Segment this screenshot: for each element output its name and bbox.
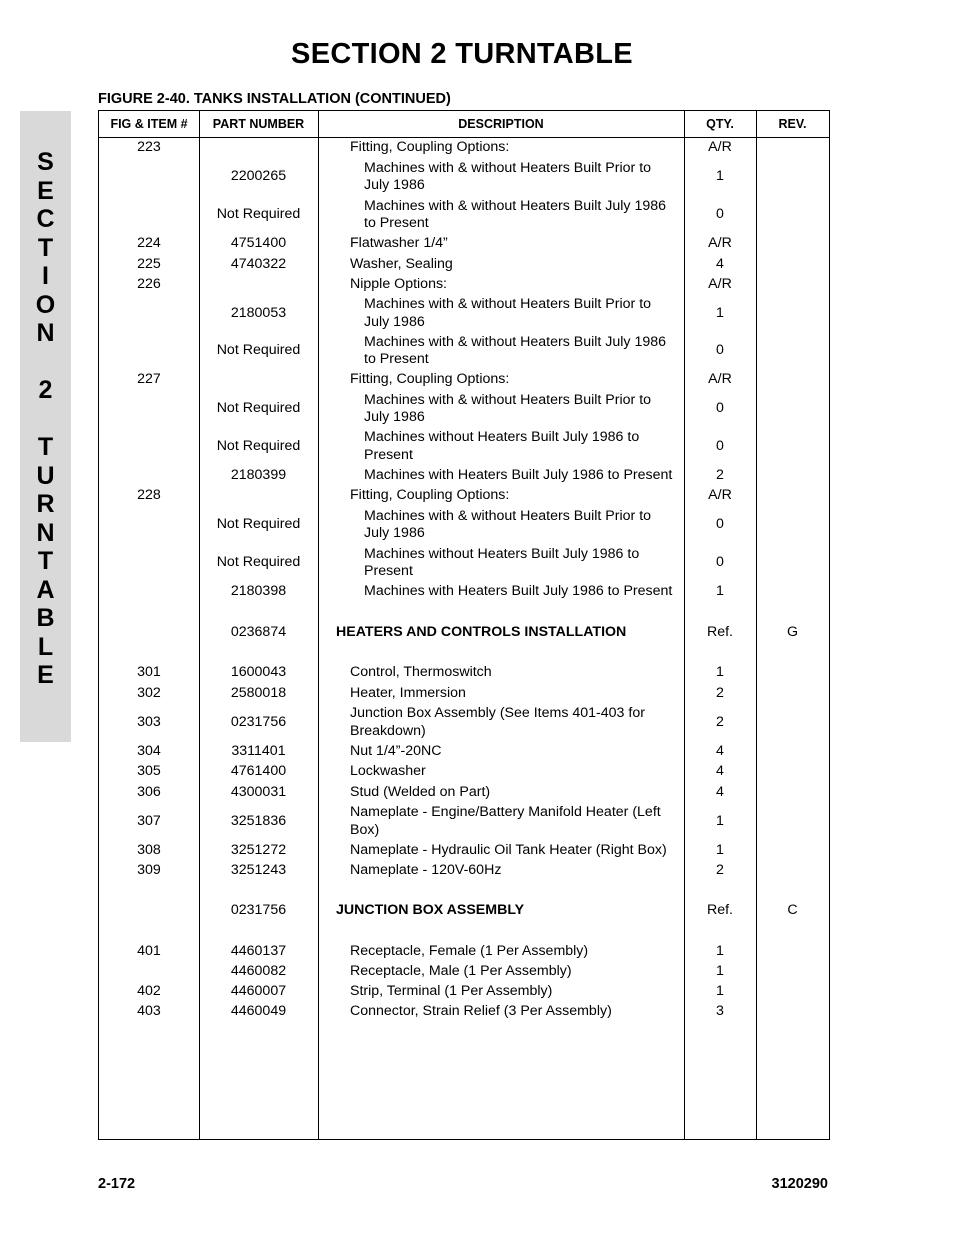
item-number-cell: 403 [137, 1003, 161, 1020]
table-row [99, 982, 829, 1002]
table-row [99, 881, 829, 901]
description-cell: Machines with & without Heaters Built Prior to July 1986 [364, 391, 652, 425]
header-part-number: PART NUMBER [212, 117, 305, 131]
side-tab-letter: R [36, 490, 55, 518]
table-row [99, 861, 829, 881]
header-item: FIG & ITEM # [110, 117, 188, 131]
description-cell: Flatwasher 1/4” [350, 235, 448, 252]
part-number-cell: 2580018 [230, 684, 287, 701]
description-cell: Receptacle, Female (1 Per Assembly) [350, 943, 589, 960]
item-number-cell: 303 [137, 713, 161, 730]
side-tab-letter: L [37, 632, 54, 661]
header-rev: REV. [778, 117, 807, 131]
part-number-cell: Not Required [216, 342, 301, 359]
part-number-cell: 4460082 [230, 963, 287, 980]
side-tab-letter: O [35, 290, 56, 319]
table-row [99, 901, 829, 921]
table-row [99, 582, 829, 602]
parts-table [98, 110, 830, 1140]
qty-cell: A/R [708, 276, 732, 293]
qty-cell: A/R [708, 487, 732, 504]
description-cell: Nameplate - Engine/Battery Manifold Heater (Left Box) [350, 804, 661, 838]
side-tab-letter: B [36, 604, 55, 632]
part-number-cell: 4460049 [230, 1003, 287, 1020]
side-tab-letter: E [37, 176, 54, 205]
side-tab-letter: N [36, 518, 55, 547]
part-number-cell: Not Required [216, 400, 301, 417]
qty-cell: 1 [716, 983, 724, 1000]
description-cell: Junction Box Assembly (See Items 401-403 for Breakdown) [350, 705, 645, 739]
description-cell: Fitting, Coupling Options: [350, 487, 510, 504]
side-tab-letter: E [37, 661, 54, 689]
description-cell: Fitting, Coupling Options: [350, 139, 510, 156]
qty-cell: 1 [716, 168, 724, 185]
item-number-cell: 224 [137, 235, 161, 252]
table-row [99, 486, 829, 506]
item-number-cell: 401 [137, 943, 161, 960]
table-row [99, 196, 829, 234]
part-number-cell: 2200265 [230, 168, 287, 185]
description-cell: Machines with & without Heaters Built Prior to July 1986 [364, 507, 652, 541]
side-tab-letter: T [37, 547, 54, 575]
table-row [99, 663, 829, 683]
table-row [99, 1002, 829, 1022]
description-cell: Nameplate - Hydraulic Oil Tank Heater (Right Box) [350, 841, 667, 858]
item-number-cell: 227 [137, 371, 161, 388]
item-number-cell: 305 [137, 763, 161, 780]
item-number-cell: 301 [137, 664, 161, 681]
item-number-cell: 302 [137, 684, 161, 701]
part-number-cell: Not Required [216, 437, 301, 454]
side-tab-letter: T [37, 233, 54, 262]
table-row [99, 782, 829, 803]
description-cell: Nut 1/4”-20NC [350, 742, 442, 759]
description-cell: JUNCTION BOX ASSEMBLY [336, 902, 525, 919]
table-row [99, 704, 829, 741]
part-number-cell: Not Required [216, 516, 301, 533]
side-tab-letter: U [36, 461, 55, 490]
table-row [99, 741, 829, 762]
qty-cell: A/R [708, 139, 732, 156]
part-number-cell: 2180053 [230, 304, 287, 321]
qty-cell: 1 [716, 583, 724, 600]
qty-cell: 1 [716, 304, 724, 321]
description-cell: Lockwasher [350, 763, 426, 780]
description-cell: Machines without Heaters Built July 1986 to Present [364, 429, 640, 463]
item-number-cell: 226 [137, 276, 161, 293]
part-number-cell: 3311401 [231, 742, 286, 759]
rev-cell: G [786, 624, 799, 641]
qty-cell: 4 [716, 783, 724, 800]
table-row [99, 762, 829, 782]
description-cell: Machines without Heaters Built July 1986 to Present [364, 545, 640, 579]
part-number-cell: 3251272 [230, 841, 287, 858]
item-number-cell: 402 [137, 983, 161, 1000]
rev-cell: C [787, 902, 798, 919]
description-cell: Connector, Strain Relief (3 Per Assembly) [350, 1003, 612, 1020]
table-row [99, 803, 829, 840]
qty-cell: 1 [716, 943, 724, 960]
qty-cell: 2 [716, 713, 724, 730]
part-number-cell: 0231756 [230, 902, 287, 919]
description-cell: Heater, Immersion [350, 684, 466, 701]
description-cell: Machines with Heaters Built July 1986 to Present [364, 583, 673, 600]
table-row [99, 332, 829, 370]
description-cell: Receptacle, Male (1 Per Assembly) [350, 963, 572, 980]
side-tab-letter: A [36, 575, 55, 604]
figure-caption: FIGURE 2-40. TANKS INSTALLATION (CONTINUED) [98, 91, 451, 107]
table-row [99, 544, 829, 582]
table-row [99, 370, 829, 390]
description-cell: Strip, Terminal (1 Per Assembly) [350, 983, 553, 1000]
qty-cell: A/R [708, 371, 732, 388]
description-cell: Control, Thermoswitch [350, 664, 492, 681]
section-side-tab [20, 111, 71, 742]
description-cell: Nipple Options: [350, 276, 447, 293]
table-row [99, 683, 829, 704]
item-number-cell: 309 [137, 862, 161, 879]
part-number-cell: 4300031 [230, 783, 287, 800]
part-number-cell: 4460137 [230, 943, 287, 960]
side-tab-letter: 2 [38, 376, 53, 404]
description-cell: Washer, Sealing [350, 255, 453, 272]
description-cell: HEATERS AND CONTROLS INSTALLATION [336, 624, 627, 641]
part-number-cell: 2180398 [230, 583, 287, 600]
description-cell: Machines with Heaters Built July 1986 to Present [364, 466, 673, 483]
table-row [99, 921, 829, 942]
table-row [99, 390, 829, 428]
item-number-cell: 308 [137, 841, 161, 858]
part-number-cell: 4751400 [230, 235, 287, 252]
qty-cell: 0 [716, 516, 724, 533]
part-number-cell: 4761400 [230, 763, 287, 780]
item-number-cell: 228 [137, 487, 161, 504]
table-row [99, 254, 829, 275]
table-row [99, 428, 829, 465]
header-description: DESCRIPTION [458, 117, 544, 131]
part-number-cell: 3251836 [230, 812, 287, 829]
description-cell: Stud (Welded on Part) [350, 783, 491, 800]
qty-cell: Ref. [706, 902, 734, 919]
page-number: 2-172 [98, 1176, 136, 1192]
description-cell: Machines with & without Heaters Built Prior to July 1986 [364, 296, 652, 330]
table-row [99, 962, 829, 982]
part-number-cell: 3251243 [230, 862, 287, 879]
qty-cell: 0 [716, 342, 724, 359]
table-row [99, 643, 829, 663]
side-tab-letter: N [36, 319, 55, 347]
part-number-cell: 0231756 [230, 713, 287, 730]
item-number-cell: 306 [137, 783, 161, 800]
qty-cell: 0 [716, 554, 724, 571]
item-number-cell: 223 [137, 139, 161, 156]
description-cell: Machines with & without Heaters Built July 1986 to Present [364, 333, 667, 367]
side-tab-letter: C [36, 205, 55, 233]
table-row [99, 295, 829, 332]
side-tab-letter: I [42, 262, 49, 290]
table-row [99, 623, 829, 643]
part-number-cell: 2180399 [230, 466, 287, 483]
qty-cell: 4 [716, 763, 724, 780]
qty-cell: 1 [716, 812, 724, 829]
qty-cell: 1 [716, 963, 724, 980]
part-number-cell: 4740322 [230, 255, 287, 272]
qty-cell: 4 [716, 255, 724, 272]
item-number-cell: 307 [137, 812, 161, 829]
page-title: SECTION 2 TURNTABLE [291, 38, 633, 70]
table-row [99, 942, 829, 962]
table-row [99, 158, 829, 196]
qty-cell: 3 [716, 1003, 724, 1020]
table-body [99, 138, 829, 1022]
qty-cell: 0 [716, 437, 724, 454]
description-cell: Nameplate - 120V-60Hz [350, 862, 502, 879]
part-number-cell: 1600043 [230, 664, 287, 681]
qty-cell: 1 [716, 841, 724, 858]
qty-cell: 1 [716, 664, 724, 681]
part-number-cell: 0236874 [230, 624, 287, 641]
qty-cell: 0 [716, 206, 724, 223]
part-number-cell: 4460007 [230, 983, 287, 1000]
qty-cell: 2 [716, 684, 724, 701]
header-qty: QTY. [706, 117, 734, 131]
table-row [99, 506, 829, 544]
description-cell: Machines with & without Heaters Built July 1986 to Present [364, 197, 667, 231]
description-cell: Fitting, Coupling Options: [350, 371, 510, 388]
qty-cell: 0 [716, 400, 724, 417]
table-row [99, 840, 829, 861]
qty-cell: 2 [716, 466, 724, 483]
qty-cell: A/R [708, 235, 732, 252]
table-row [99, 602, 829, 623]
table-row [99, 138, 829, 158]
document-number: 3120290 [771, 1176, 828, 1192]
table-row [99, 275, 829, 295]
item-number-cell: 304 [137, 742, 161, 759]
description-cell: Machines with & without Heaters Built Prior to July 1986 [364, 159, 652, 193]
side-tab-letter: T [37, 433, 54, 461]
side-tab-letter: S [37, 148, 54, 176]
item-number-cell: 225 [137, 255, 161, 272]
qty-cell: 2 [716, 862, 724, 879]
part-number-cell: Not Required [216, 206, 301, 223]
table-row [99, 234, 829, 254]
qty-cell: Ref. [706, 624, 734, 641]
qty-cell: 4 [716, 742, 724, 759]
part-number-cell: Not Required [216, 554, 301, 571]
table-row [99, 465, 829, 486]
